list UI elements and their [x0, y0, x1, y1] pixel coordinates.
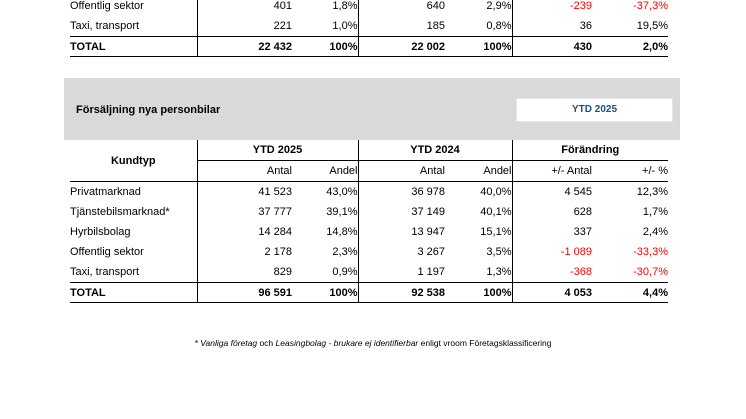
subheader-andel-2025: Andel: [292, 161, 358, 182]
total-antal-2024: 92 538: [358, 283, 445, 303]
subheader-diff-antal: +/- Antal: [512, 161, 592, 182]
cell-diff-antal: 337: [512, 222, 592, 242]
table-row: [70, 202, 668, 222]
cell-antal-2025: 401: [197, 0, 292, 16]
total-row: [70, 37, 668, 57]
cell-diff-antal: 628: [512, 202, 592, 222]
cell-label: Tjänstebilsmarknad*: [70, 206, 170, 218]
cell-andel-2024: 1,3%: [486, 266, 512, 278]
footnote-star: *: [194, 338, 198, 348]
header-group-change: Förändring: [512, 140, 668, 161]
cell-andel-2025: 14,8%: [326, 226, 358, 238]
total-andel-2024: 100%: [445, 283, 512, 303]
cell-antal-2024: 3 267: [358, 242, 445, 262]
footnote-company-type: Vanliga företag: [200, 338, 258, 348]
cell-diff-antal: 36: [512, 16, 592, 37]
cell-antal-2025: 221: [197, 16, 292, 37]
footnote-source: enligt vroom Företagsklassificering: [420, 338, 552, 348]
cell-andel-2025: 2,3%: [332, 246, 358, 258]
cell-antal-2024: 640: [358, 0, 445, 16]
cell-andel-2025: 1,0%: [332, 20, 358, 32]
total-antal-2025: 96 591: [197, 283, 292, 303]
cell-diff-pct: 19,5%: [636, 20, 668, 32]
header-group-ytd2024: YTD 2024: [358, 140, 512, 161]
total-antal-2024: 22 002: [358, 37, 445, 57]
total-andel-2025: 100%: [292, 37, 358, 57]
cell-diff-antal: -368: [512, 262, 592, 283]
subheader-andel-2024: Andel: [445, 161, 512, 182]
footnote: [0, 338, 746, 348]
cell-antal-2025: 2 178: [197, 242, 292, 262]
table-row: [70, 0, 668, 16]
cell-diff-pct: -33,3%: [633, 246, 668, 258]
cell-antal-2024: 36 978: [358, 182, 445, 203]
cell-andel-2025: 1,8%: [332, 0, 358, 12]
table-row: [70, 262, 668, 283]
total-diff-antal: 430: [512, 37, 592, 57]
cell-diff-pct: -37,3%: [633, 0, 668, 12]
cell-label: Privatmarknad: [70, 186, 141, 198]
cell-diff-pct: -30,7%: [633, 266, 668, 278]
period-badge: YTD 2025: [516, 98, 673, 122]
cell-antal-2024: 37 149: [358, 202, 445, 222]
cell-diff-antal: -1 089: [512, 242, 592, 262]
total-label: TOTAL: [70, 37, 197, 57]
cell-label: Taxi, transport: [70, 266, 140, 278]
cell-andel-2024: 0,8%: [486, 20, 512, 32]
cell-label: Offentlig sektor: [70, 0, 144, 12]
cell-diff-antal: 4 545: [512, 182, 592, 203]
cell-antal-2024: 185: [358, 16, 445, 37]
subheader-antal-2025: Antal: [197, 161, 292, 182]
total-andel-2024: 100%: [445, 37, 512, 57]
cell-antal-2025: 14 284: [197, 222, 292, 242]
total-antal-2025: 22 432: [197, 37, 292, 57]
footnote-and: och: [259, 338, 274, 348]
cell-diff-pct: 12,3%: [636, 186, 668, 198]
cell-antal-2024: 1 197: [358, 262, 445, 283]
cell-antal-2025: 37 777: [197, 202, 292, 222]
cell-antal-2025: 41 523: [197, 182, 292, 203]
section-header: [64, 78, 680, 140]
cell-label: Taxi, transport: [70, 20, 140, 32]
sales-by-customer-type-table: [70, 140, 668, 303]
cell-andel-2024: 40,1%: [480, 206, 512, 218]
total-diff-pct: 2,0%: [592, 37, 668, 57]
cell-label: Hyrbilsbolag: [70, 226, 131, 238]
total-row: [70, 283, 668, 303]
table-row: [70, 182, 668, 203]
cell-andel-2025: 0,9%: [332, 266, 358, 278]
table-row: [70, 222, 668, 242]
table-row: [70, 16, 668, 37]
cell-andel-2025: 39,1%: [326, 206, 358, 218]
cell-andel-2024: 40,0%: [480, 186, 512, 198]
cell-label: Offentlig sektor: [70, 246, 144, 258]
header-kundtyp: Kundtyp: [70, 140, 197, 182]
cell-antal-2024: 13 947: [358, 222, 445, 242]
top-summary-table: [70, 0, 668, 57]
total-diff-antal: 4 053: [512, 283, 592, 303]
total-andel-2025: 100%: [292, 283, 358, 303]
table-row: [70, 242, 668, 262]
header-group-ytd2025: YTD 2025: [197, 140, 358, 161]
total-diff-pct: 4,4%: [592, 283, 668, 303]
cell-andel-2024: 2,9%: [486, 0, 512, 12]
cell-diff-antal: -239: [512, 0, 592, 16]
subheader-diff-pct: +/- %: [592, 161, 668, 182]
cell-diff-pct: 2,4%: [642, 226, 668, 238]
footnote-leasing: Leasingbolag - brukare ej identifierbar: [275, 338, 419, 348]
section-title: Försäljning nya personbilar: [76, 104, 221, 116]
subheader-antal-2024: Antal: [358, 161, 445, 182]
cell-andel-2024: 3,5%: [486, 246, 512, 258]
cell-diff-pct: 1,7%: [642, 206, 668, 218]
cell-andel-2025: 43,0%: [326, 186, 358, 198]
cell-antal-2025: 829: [197, 262, 292, 283]
cell-andel-2024: 15,1%: [480, 226, 512, 238]
total-label: TOTAL: [70, 283, 197, 303]
